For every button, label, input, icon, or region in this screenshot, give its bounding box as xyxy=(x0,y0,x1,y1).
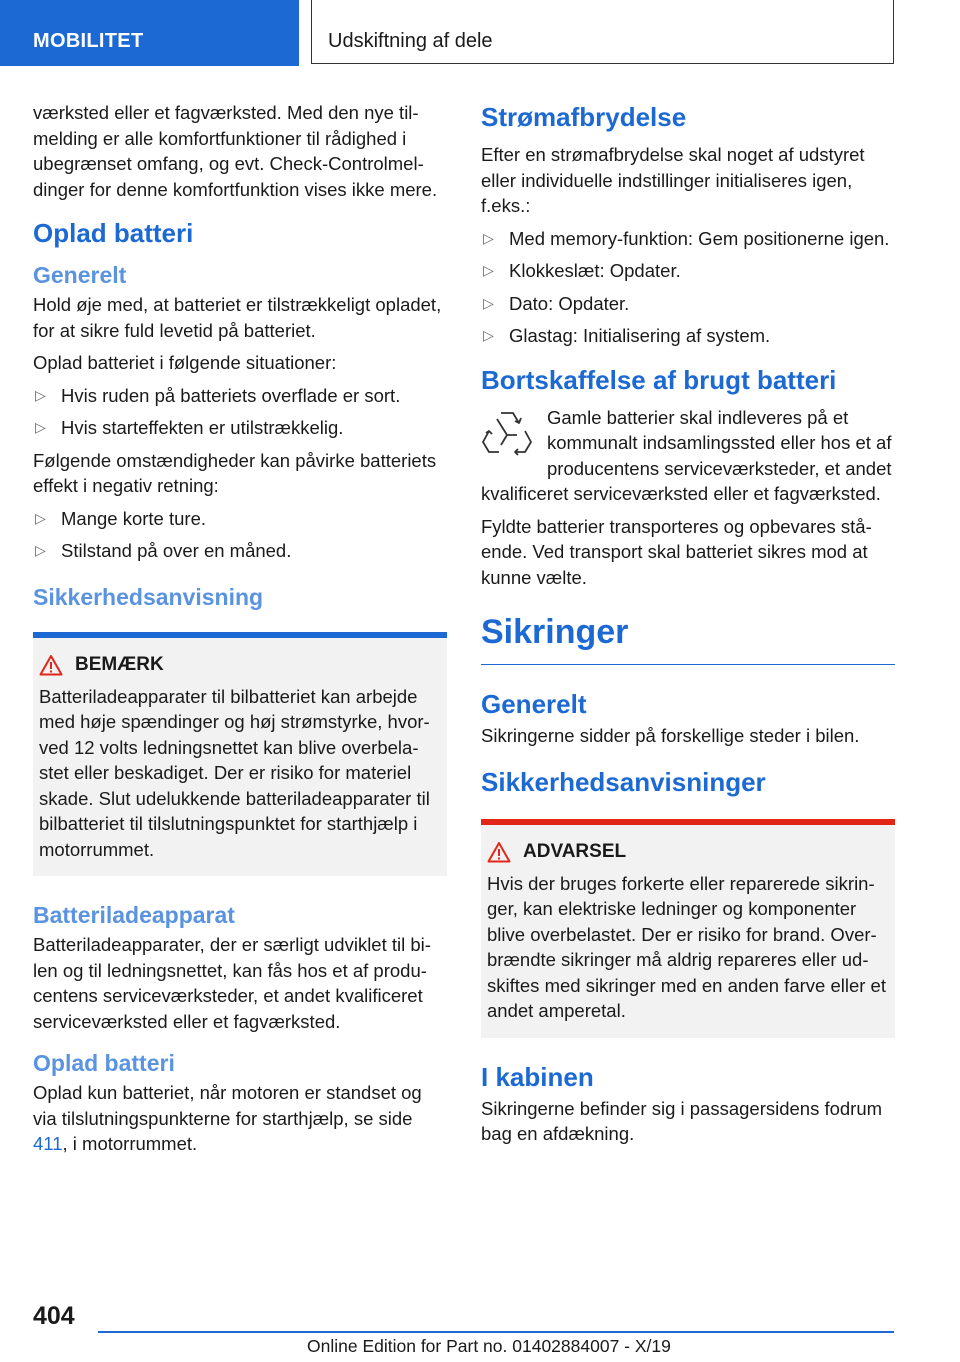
paragraph: Efter en strømafbrydelse skal noget af udstyret eller individuelle indstillinger initialiseres igen, f.eks.: xyxy=(481,144,865,216)
list-item: ▷ Glastag: Initialisering af system. xyxy=(481,323,895,349)
paragraph: Sikringerne sidder på forskellige steder i bilen. xyxy=(481,725,860,746)
triangle-bullet-icon: ▷ xyxy=(35,419,46,435)
paragraph: Oplad kun batteriet, når motoren er standset og via tilslutningspunkterne for starthjælp, se side 411, i motorrummet. xyxy=(33,1082,422,1154)
notice-box xyxy=(33,632,447,877)
list-item: ▷ Klokkeslæt: Opdater. xyxy=(481,258,895,284)
list-item: ▷ Stilstand på over en måned. xyxy=(33,538,447,564)
notice-text: Batteriladeapparater til bilbatteriet kan arbejde med høje spændinger og høj strømstyrke, hvorved 12 volts ledningsnettet kan blive overbelastet eller beskadiget. Der er risiko for materiel skade. Slut udelukkende batteriladeapparater til bilbatteriet til tilslutningspunktet for starthjælp i motorrummet. xyxy=(39,685,430,860)
list-item: ▷ Hvis ruden på batteriets overflade er sort. xyxy=(33,383,447,409)
heading-i-kabinen: I kabinen xyxy=(481,1061,594,1092)
paragraph: Følgende omstændigheder kan påvirke batteriets effekt i negativ retning: xyxy=(33,449,437,496)
heading-generelt: Generelt xyxy=(33,262,127,288)
triangle-bullet-icon: ▷ xyxy=(483,294,494,311)
heading-oplad-batteri: Oplad batteri xyxy=(33,218,194,248)
header-section: MOBILITET xyxy=(33,30,144,52)
intro-paragraph: værksted eller et fagværksted. Med den nye tilmelding er alle komfortfunktioner til rådighed i ubegrænset omfang, og evt. Check-Controlmeldinger for denne komfortfunktion vises ikke mere. xyxy=(33,102,438,200)
warning-triangle-icon xyxy=(39,654,63,676)
list-item: ▷ Med memory-funktion: Gem positionerne igen. xyxy=(481,226,895,252)
notice-header xyxy=(39,654,441,676)
triangle-bullet-icon: ▷ xyxy=(35,542,46,558)
paragraph: Hold øje med, at batteriet er tilstrækkeligt opladet, for at sikre fuld levetid på batteriet. xyxy=(33,294,442,341)
list-item: ▷ Hvis starteffekten er utilstrækkelig. xyxy=(33,415,447,441)
heading-batteriladeapparat: Batteriladeapparat xyxy=(33,902,235,928)
warning-triangle-icon xyxy=(487,841,511,863)
heading-generelt-2: Generelt xyxy=(481,689,587,719)
list-item: ▷ Dato: Opdater. xyxy=(481,291,895,317)
page-number: 404 xyxy=(33,1302,75,1330)
header-chapter-box xyxy=(311,0,894,64)
paragraph: Batteriladeapparater, der er særligt udviklet til bilen og til ledningsnettet, kan fås hos et af producentens serviceværksteder, et andet kvalificeret serviceværksted eller et fagværksted. xyxy=(33,934,431,1032)
heading-sikringer: Sikringer xyxy=(481,608,895,665)
warning-text: Hvis der bruges forkerte eller reparerede sikringer, kan elektriske ledninger og komponenter blive overbelastet. Der er risiko for brand. Overbrændte sikringer må aldrig repareres eller udskiftes med sikringer med en anden farve eller et andet amperetal. xyxy=(487,872,886,1021)
footer-edition: Online Edition for Part no. 01402884007 - X/19 xyxy=(307,1336,671,1356)
triangle-bullet-icon: ▷ xyxy=(483,229,494,246)
triangle-bullet-icon: ▷ xyxy=(35,386,46,403)
heading-sikkerhedsanvisning: Sikkerhedsanvisning xyxy=(33,583,264,610)
warning-header xyxy=(487,841,889,863)
header-chapter: Udskiftning af dele xyxy=(328,30,493,52)
paragraph: Sikringerne befinder sig i passagersidens fodrum bag en afdækning. xyxy=(481,1097,883,1144)
warning-box xyxy=(481,819,895,1038)
heading-stromafbrydelse: Strømafbrydelse xyxy=(481,102,687,132)
warning-title: ADVARSEL xyxy=(523,840,627,862)
triangle-bullet-icon: ▷ xyxy=(35,509,46,526)
heading-bortskaffelse: Bortskaffelse af brugt batteri xyxy=(481,364,837,395)
triangle-bullet-icon: ▷ xyxy=(483,262,494,278)
recycle-icon xyxy=(481,407,533,459)
header-section-tab xyxy=(0,0,299,66)
paragraph: Gamle batterier skal indleveres på et kommunalt indsamlingssted eller hos et af producentens serviceværksteder, et andet kvalificeret serviceværksted eller et fagværksted. xyxy=(481,406,892,504)
list-item: ▷ Mange korte ture. xyxy=(33,506,447,532)
paragraph: Oplad batteriet i følgende situationer: xyxy=(33,352,337,373)
triangle-bullet-icon: ▷ xyxy=(483,327,494,343)
heading-oplad-batteri-2: Oplad batteri xyxy=(33,1050,175,1076)
paragraph: Fyldte batterier transporteres og opbevares stående. Ved transport skal batteriet sikres mod at kunne vælte. xyxy=(481,515,872,588)
page-link[interactable]: 411 xyxy=(33,1133,63,1154)
left-column xyxy=(33,100,447,1164)
right-column xyxy=(481,100,895,1154)
heading-sikkerhedsanvisninger: Sikkerhedsanvisninger xyxy=(481,766,766,797)
footer-divider xyxy=(98,1331,894,1333)
notice-title: BEMÆRK xyxy=(75,653,164,675)
